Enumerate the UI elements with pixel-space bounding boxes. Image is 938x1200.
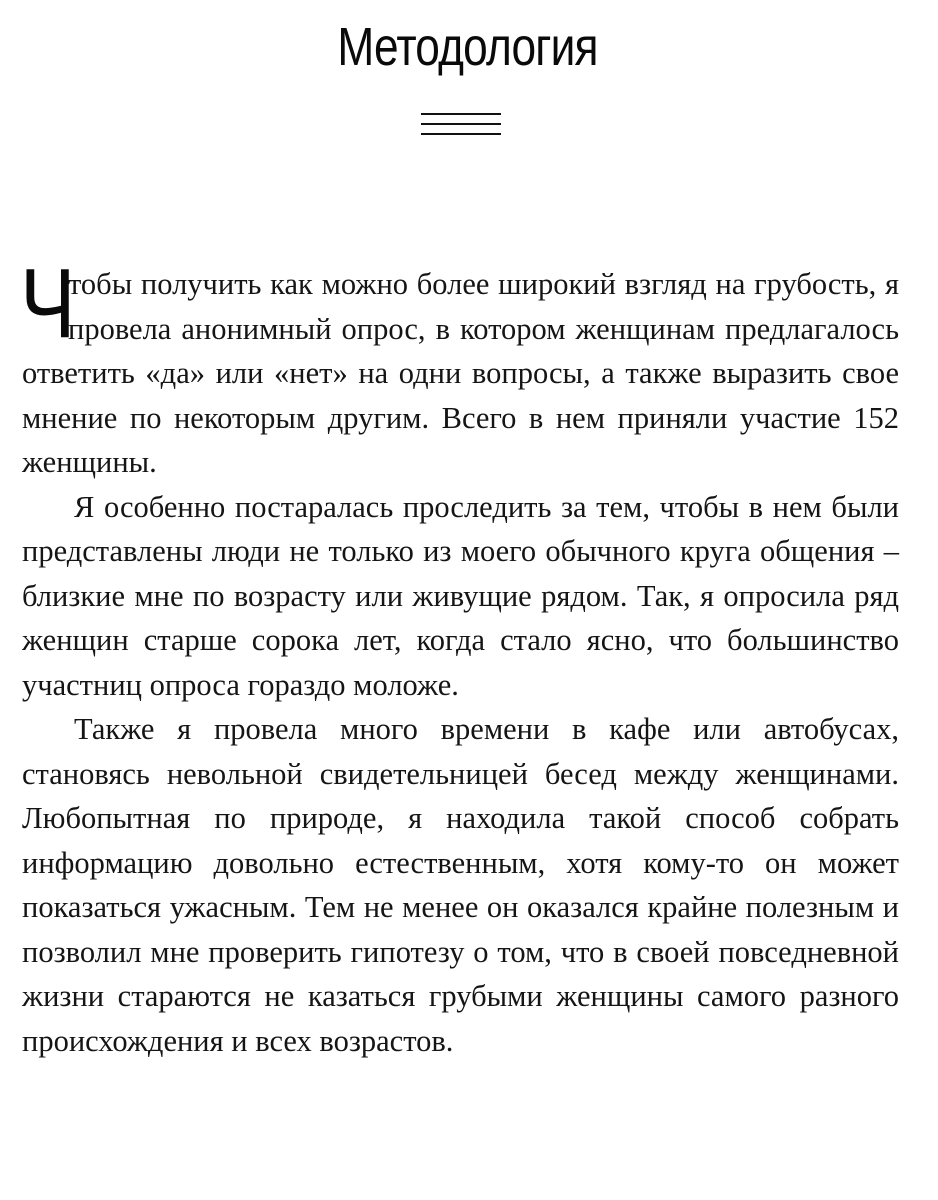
paragraph-3: Также я провела много времени в кафе или автобусах, становясь невольной свидетельницей бесед между женщинами. Любопытная по природе, я находила такой способ собрать информацию довольно естественным, хотя кому-то он может показаться ужасным. Тем не менее он оказался крайне полезным и позволил мне проверить гипотезу о том, что в своей повседневной жизни стараются не казаться грубыми женщины самого разного происхождения и всех возрастов. <box>22 712 899 1058</box>
chapter-body <box>20 248 899 1063</box>
paragraph-1-text: тобы получить как можно более широкий взгляд на грубость, я провела анонимный опрос, в котором женщинам предлагалось ответить «да» или «нет» на одни вопросы, а также выразить свое мнение по некоторым другим. Всего в нем приняли участие 152 женщины. <box>22 267 899 479</box>
ornament-line <box>421 113 501 115</box>
paragraph-1 <box>20 248 899 485</box>
chapter-title: Методология <box>337 17 598 77</box>
paragraph-2: Я особенно постаралась проследить за тем, чтобы в нем были представлены люди не только из моего обычного круга общения – близкие мне по возрасту или живущие рядом. Так, я опросила ряд женщин старше сорока лет, когда стало ясно, что большинство участниц опроса гораздо моложе. <box>22 489 899 702</box>
title-ornament-divider <box>421 111 501 137</box>
ornament-line <box>421 123 501 125</box>
drop-cap: Ч <box>20 248 76 358</box>
ornament-line <box>421 133 501 135</box>
